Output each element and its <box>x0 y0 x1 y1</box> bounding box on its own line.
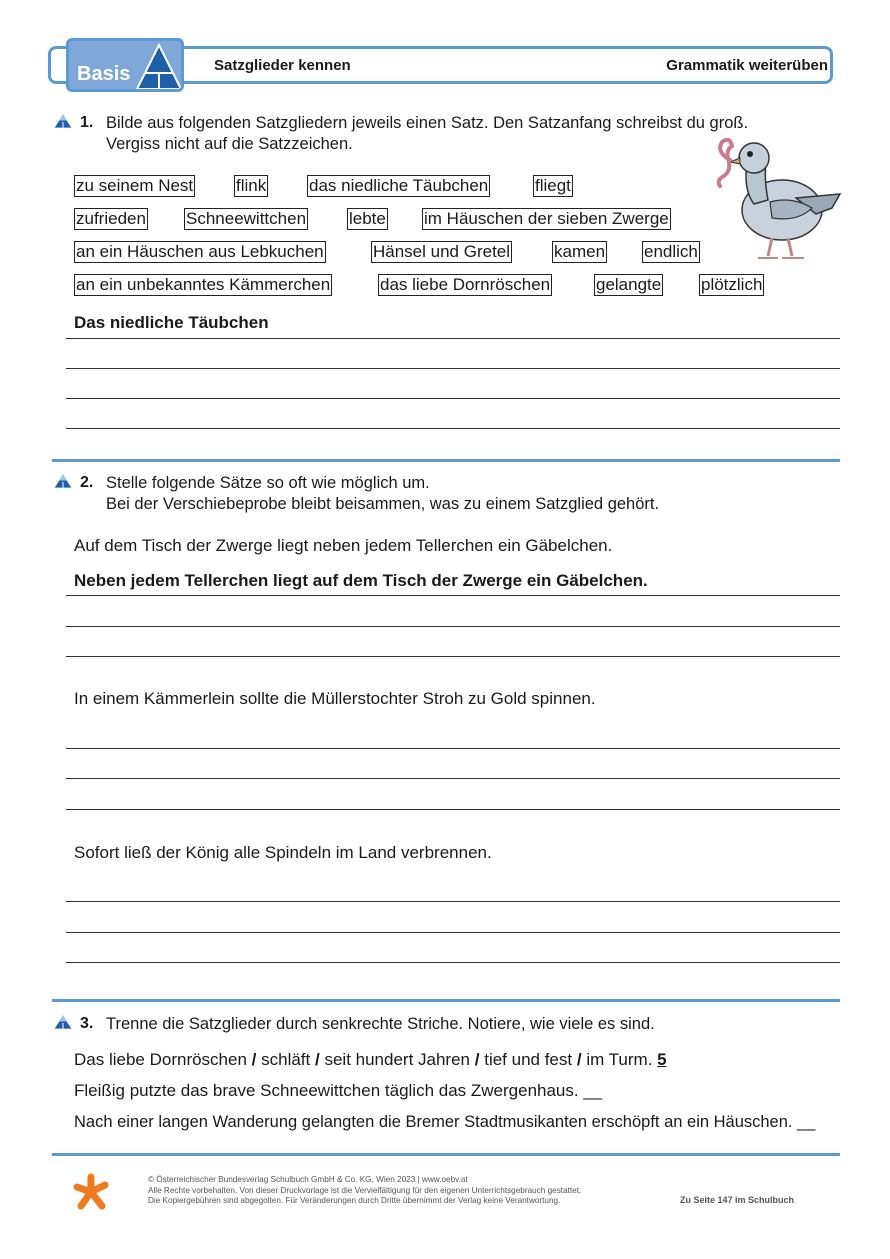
task-2-sentence-1: Auf dem Tisch der Zwerge liegt neben jedem Tellerchen ein Gäbelchen. <box>74 536 613 555</box>
segment: tief und fest <box>484 1050 573 1069</box>
word-box: Schneewittchen <box>186 209 307 228</box>
word-box: lebte <box>349 209 386 228</box>
copyright-line: Alle Rechte vorbehalten. Von dieser Druckvorlage ist die Vervielfältigung für den eigenen Unterrichtsgebrauch gestattet. <box>148 1185 582 1195</box>
example-count: 5 <box>657 1050 667 1069</box>
task-2-number: 2. <box>80 474 94 491</box>
task-3-instruction: Trenne die Satzglieder durch senkrechte Striche. Notiere, wie viele es sind. <box>106 1015 655 1033</box>
section-divider <box>52 459 840 462</box>
answer-line <box>66 595 840 596</box>
word-box: an ein unbekanntes Kämmerchen <box>76 275 331 294</box>
section-title: Grammatik weiterüben <box>666 57 828 74</box>
pyramid-icon <box>135 43 183 91</box>
task-1-example: Das niedliche Täubchen <box>74 313 269 332</box>
page-title: Satzglieder kennen <box>214 57 351 74</box>
publisher-logo-icon <box>72 1172 110 1212</box>
segment: im Turm. <box>586 1050 653 1069</box>
answer-line <box>66 626 840 627</box>
task-2-sentence-2: In einem Kämmerlein sollte die Müllerstochter Stroh zu Gold spinnen. <box>74 689 596 708</box>
section-divider <box>52 999 840 1002</box>
task-pyramid-icon <box>53 473 73 489</box>
word-box: fliegt <box>535 176 571 195</box>
word-box: gelangte <box>596 275 662 294</box>
task-3-example-sentence <box>74 1050 667 1070</box>
divider-slash: / <box>315 1050 320 1069</box>
answer-line <box>66 428 840 429</box>
section-divider <box>52 1153 840 1156</box>
answer-line <box>66 809 840 810</box>
word-box: das liebe Dornröschen <box>380 275 551 294</box>
word-box: an ein Häuschen aus Lebkuchen <box>76 242 324 261</box>
answer-line <box>66 368 840 369</box>
copyright-line: © Österreichischer Bundesverlag Schulbuch GmbH & Co. KG, Wien 2023 | www.oebv.at <box>148 1175 468 1184</box>
divider-slash: / <box>576 1050 582 1069</box>
answer-line <box>66 748 840 749</box>
task-2-instruction-2: Bei der Verschiebeprobe bleibt beisammen, was zu einem Satzglied gehört. <box>106 495 660 513</box>
answer-line <box>66 338 840 339</box>
word-box: flink <box>236 176 267 195</box>
task-2-example: Neben jedem Tellerchen liegt auf dem Tisch der Zwerge ein Gäbelchen. <box>74 571 648 590</box>
answer-line <box>66 932 840 933</box>
word-box: plötzlich <box>701 275 763 294</box>
task-3-number: 3. <box>80 1015 94 1032</box>
task-2-sentence-3: Sofort ließ der König alle Spindeln im Land verbrennen. <box>74 843 492 862</box>
answer-line <box>66 656 840 657</box>
word-box: zu seinem Nest <box>76 176 194 195</box>
answer-line <box>66 778 840 779</box>
answer-line <box>66 962 840 963</box>
answer-line <box>66 901 840 902</box>
segment: seit hundert Jahren <box>324 1050 471 1069</box>
task-3-sentence-2: Fleißig putzte das brave Schneewittchen täglich das Zwergenhaus. __ <box>74 1081 603 1100</box>
divider-slash: / <box>474 1050 480 1069</box>
task-1-instruction-2: Vergiss nicht auf die Satzzeichen. <box>106 135 353 153</box>
word-box: endlich <box>644 242 698 261</box>
task-pyramid-icon <box>53 1014 73 1030</box>
task-3-sentence-3: Nach einer langen Wanderung gelangten die Bremer Stadtmusikanten erschöpft an ein Häuschen. __ <box>74 1113 816 1131</box>
word-box: kamen <box>554 242 606 261</box>
task-1-number: 1. <box>80 114 94 131</box>
level-badge <box>66 38 184 92</box>
answer-line <box>66 398 840 399</box>
page-reference: Zu Seite 147 im Schulbuch <box>680 1195 795 1205</box>
segment: schläft <box>261 1050 311 1069</box>
segment: Das liebe Dornröschen <box>74 1050 247 1069</box>
word-box: Hänsel und Gretel <box>373 242 511 261</box>
word-box: im Häuschen der sieben Zwerge <box>424 209 669 228</box>
task-2-instruction-1: Stelle folgende Sätze so oft wie möglich um. <box>106 474 430 492</box>
divider-slash: / <box>251 1050 257 1069</box>
word-box: zufrieden <box>76 209 146 228</box>
task-pyramid-icon <box>53 113 73 129</box>
word-box: das niedliche Täubchen <box>309 176 489 195</box>
task-1-instruction-1: Bilde aus folgenden Satzgliedern jeweils einen Satz. Den Satzanfang schreibst du groß. <box>106 114 749 132</box>
copyright-line: Die Kopiergebühren sind abgegolten. Für Veränderungen durch Dritte übernimmt der Verlag keine Verantwortung. <box>148 1196 561 1205</box>
badge-label: Basis <box>77 63 131 85</box>
copyright-notice <box>148 1175 581 1207</box>
pigeon-with-worm-illustration <box>712 138 844 264</box>
